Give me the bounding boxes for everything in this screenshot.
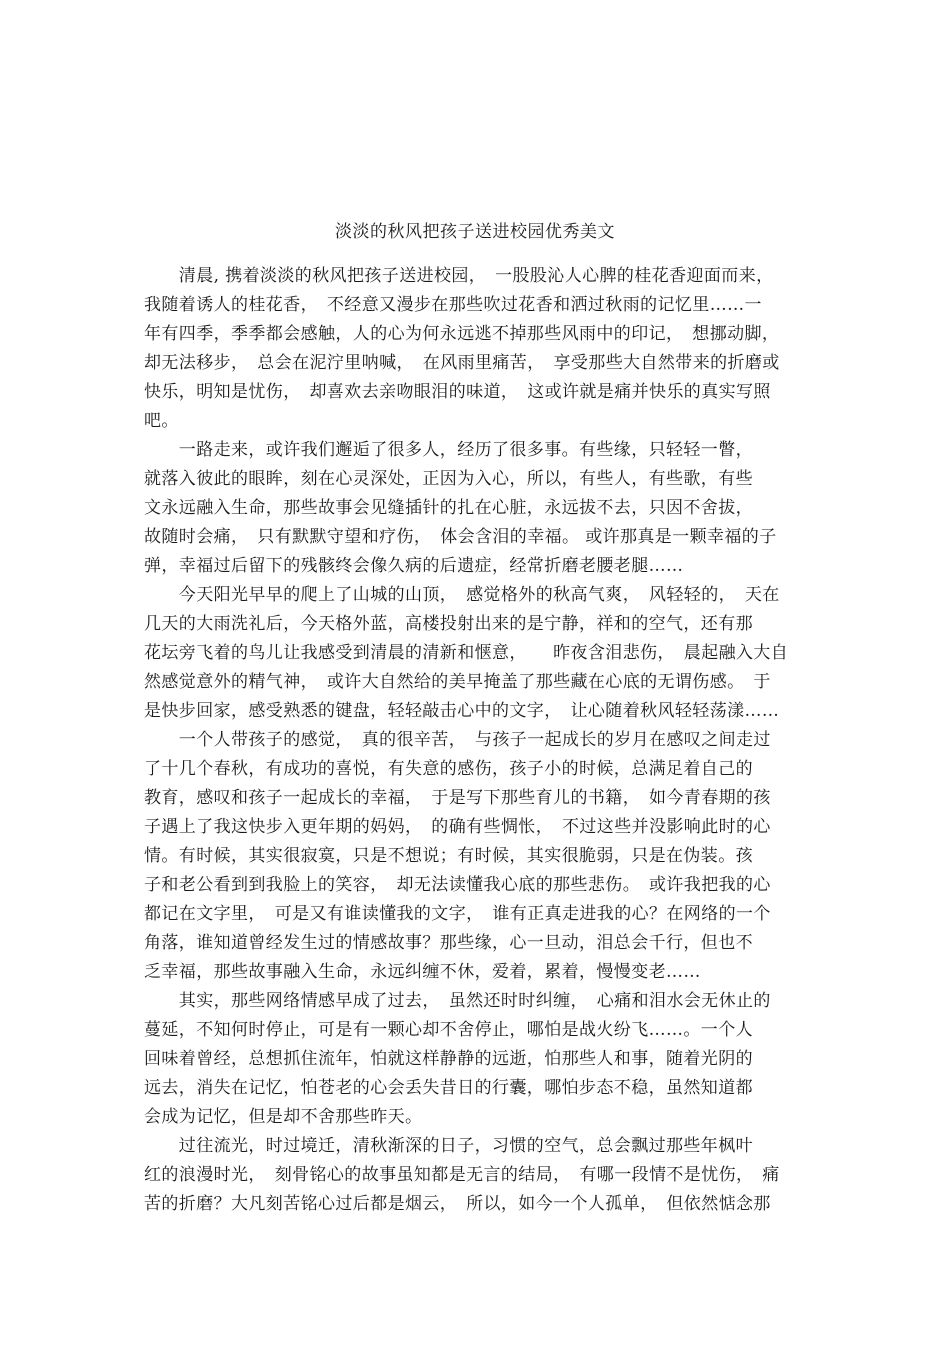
text-line: 远去，消失在记忆，怕苍老的心会丢失昔日的行囊，哪怕步态不稳，虽然知道都 <box>144 1078 753 1098</box>
document-body <box>144 262 806 1219</box>
text-line: 弹，幸福过后留下的残骸终会像久病的后遗症，经常折磨老腰老腿…… <box>144 556 684 576</box>
text-line: 我随着诱人的桂花香， 不经意又漫步在那些吹过花香和洒过秋雨的记忆里……一 <box>144 295 762 315</box>
text-line: 角落，谁知道曾经发生过的情感故事？那些缘，心一旦动，泪总会千行，但也不 <box>144 933 753 953</box>
text-line: 蔓延，不知何时停止，可是有一颗心却不舍停止，哪怕是战火纷飞……。一个人 <box>144 1020 753 1040</box>
text-line: 花坛旁飞着的鸟儿让我感受到清晨的清新和惬意， 昨夜含泪悲伤， 晨起融入大自 <box>144 643 789 663</box>
text-line: 其实，那些网络情感早成了过去， 虽然还时时纠缠， 心痛和泪水会无休止的 <box>144 991 771 1011</box>
text-line: 是快步回家，感受熟悉的键盘，轻轻敲击心中的文字， 让心随着秋风轻轻荡漾…… <box>144 701 780 721</box>
text-line: 乏幸福，那些故事融入生命，永远纠缠不休，爱着，累着，慢慢变老…… <box>144 962 701 982</box>
document-title: 淡淡的秋风把孩子送进校园优秀美文 <box>335 222 615 242</box>
text-line: 吧。 <box>144 411 179 431</box>
text-line: 过往流光，时过境迁，清秋渐深的日子，习惯的空气，总会飘过那些年枫叶 <box>144 1136 753 1156</box>
text-line: 红的浪漫时光， 刻骨铭心的故事虽知都是无言的结局， 有哪一段情不是忧伤， 痛 <box>144 1165 780 1185</box>
text-line: 快乐，明知是忧伤， 却喜欢去亲吻眼泪的味道， 这或许就是痛并快乐的真实写照 <box>144 382 771 402</box>
text-line: 文永远融入生命，那些故事会见缝插针的扎在心脏，永远拔不去，只因不舍拔， <box>144 498 753 518</box>
text-line: 都记在文字里， 可是又有谁读懂我的文字， 谁有正真走进我的心？在网络的一个 <box>144 904 771 924</box>
text-line: 回味着曾经，总想抓住流年，怕就这样静静的远逝，怕那些人和事，随着光阴的 <box>144 1049 753 1069</box>
text-line: 一路走来，或许我们邂逅了很多人，经历了很多事。有些缘，只轻轻一瞥， <box>144 440 753 460</box>
text-line: 却无法移步， 总会在泥泞里呐喊， 在风雨里痛苦， 享受那些大自然带来的折磨或 <box>144 353 780 373</box>
text-line: 今天阳光早早的爬上了山城的山顶， 感觉格外的秋高气爽， 风轻轻的， 天在 <box>144 585 780 605</box>
text-line: 清晨, 携着淡淡的秋风把孩子送进校园， 一股股沁人心脾的桂花香迎面而来， <box>144 266 774 286</box>
text-line: 然感觉意外的精气神， 或许大自然给的美早掩盖了那些藏在心底的无谓伤感。 于 <box>144 672 771 692</box>
text-line: 会成为记忆，但是却不舍那些昨天。 <box>144 1107 423 1127</box>
text-line: 几天的大雨洗礼后，今天格外蓝，高楼投射出来的是宁静，祥和的空气，还有那 <box>144 614 753 634</box>
text-line: 了十几个春秋，有成功的喜悦，有失意的感伤，孩子小的时候，总满足着自己的 <box>144 759 753 779</box>
text-line: 子遇上了我这快步入更年期的妈妈， 的确有些惆怅， 不过这些并没影响此时的心 <box>144 817 771 837</box>
text-line: 年有四季，季季都会感触，人的心为何永远逃不掉那些风雨中的印记， 想挪动脚， <box>144 324 780 344</box>
text-line: 就落入彼此的眼眸，刻在心灵深处，正因为入心，所以，有些人，有些歌，有些 <box>144 469 753 489</box>
text-line: 一个人带孩子的感觉， 真的很辛苦， 与孩子一起成长的岁月在感叹之间走过 <box>144 730 771 750</box>
text-line: 教育，感叹和孩子一起成长的幸福， 于是写下那些育儿的书籍， 如今青春期的孩 <box>144 788 771 808</box>
text-line: 情。有时候，其实很寂寞，只是不想说；有时候，其实很脆弱，只是在伪装。孩 <box>144 846 753 866</box>
text-line: 故随时会痛， 只有默默守望和疗伤， 体会含泪的幸福。 或许那真是一颗幸福的子 <box>144 527 777 547</box>
text-line: 子和老公看到到我脸上的笑容， 却无法读懂我心底的那些悲伤。 或许我把我的心 <box>144 875 771 895</box>
text-line: 苦的折磨？大凡刻苦铭心过后都是烟云， 所以，如今一个人孤单， 但依然惦念那 <box>144 1194 771 1214</box>
